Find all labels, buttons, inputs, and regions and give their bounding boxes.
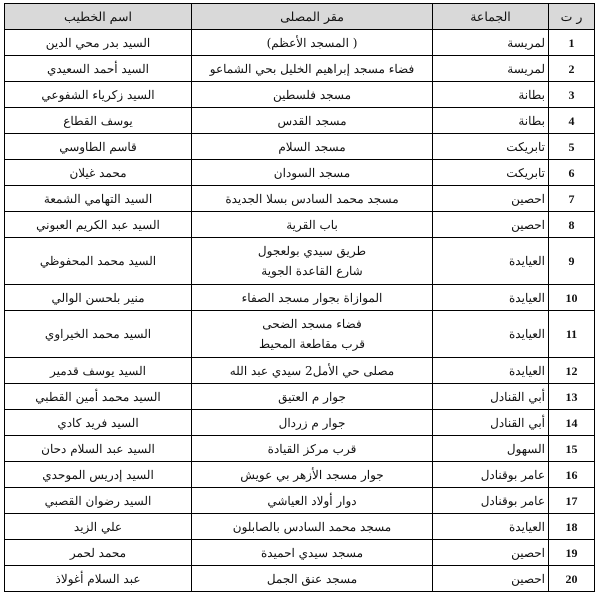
table-row (5, 514, 595, 540)
location-line: جوار م زردال (278, 415, 346, 430)
location-cell (192, 56, 433, 82)
row-number: 5 (549, 134, 595, 160)
speaker-cell: السيد يوسف قدمير (5, 358, 192, 384)
location-cell (192, 514, 433, 540)
location-cell (192, 160, 433, 186)
speaker-cell: السيد إدريس الموحدي (5, 462, 192, 488)
location-line: مصلى حي الأمل2 سيدي عبد الله (229, 363, 395, 378)
speaker-cell: السيد التهامي الشمعة (5, 186, 192, 212)
row-number: 18 (549, 514, 595, 540)
table-row (5, 384, 595, 410)
row-number: 13 (549, 384, 595, 410)
group-cell: بطانة (433, 82, 549, 108)
table-row (5, 82, 595, 108)
location-cell (192, 540, 433, 566)
location-line: شارع القاعدة الجوية (261, 264, 363, 278)
row-number: 14 (549, 410, 595, 436)
group-cell: عامر بوقنادل (433, 488, 549, 514)
header-location: مقر المصلى (192, 4, 433, 30)
header-number: ر ت (549, 4, 595, 30)
table-row (5, 186, 595, 212)
speaker-cell: منير بلحسن الوالي (5, 285, 192, 311)
table-row (5, 462, 595, 488)
location-line: جوار مسجد الأزهر بي عويش (240, 467, 384, 482)
location-line: فضاء مسجد إبراهيم الخليل بحي الشماعو (209, 61, 415, 76)
location-line: دوار أولاد العياشي (267, 493, 357, 508)
speaker-cell: السيد عبد الكريم العبوني (5, 212, 192, 238)
location-cell (192, 108, 433, 134)
location-line: باب القرية (286, 217, 338, 232)
location-line: قرب مركز القيادة (267, 441, 357, 456)
speaker-cell: عبد السلام أغولاذ (5, 566, 192, 592)
table-row (5, 108, 595, 134)
group-cell: العيايدة (433, 358, 549, 384)
location-line: مسجد السلام (278, 139, 346, 154)
location-cell (192, 410, 433, 436)
location-line: فضاء مسجد الضحى (262, 317, 362, 331)
group-cell: العيايدة (433, 285, 549, 311)
row-number: 3 (549, 82, 595, 108)
row-number: 8 (549, 212, 595, 238)
location-cell (192, 238, 433, 285)
header-speaker: اسم الخطيب (5, 4, 192, 30)
speaker-cell: محمد لحمر (5, 540, 192, 566)
table-row (5, 285, 595, 311)
speaker-cell: السيد زكرياء الشفوعي (5, 82, 192, 108)
table-row (5, 566, 595, 592)
header-group: الجماعة (433, 4, 549, 30)
location-cell (192, 436, 433, 462)
row-number: 4 (549, 108, 595, 134)
table-row (5, 311, 595, 358)
row-number: 2 (549, 56, 595, 82)
table-row (5, 212, 595, 238)
speaker-cell: السيد محمد المحفوظي (5, 238, 192, 285)
group-cell: تابريكت (433, 160, 549, 186)
speaker-cell: علي الزيد (5, 514, 192, 540)
location-line: مسجد محمد السادس بسلا الجديدة (225, 191, 399, 206)
prayer-venues-table (4, 3, 595, 592)
location-line: طريق سيدي بولعجول (257, 244, 367, 258)
group-cell: احصين (433, 540, 549, 566)
location-line: جوار م العتيق (278, 389, 346, 404)
row-number: 9 (549, 238, 595, 285)
location-cell (192, 134, 433, 160)
speaker-cell: قاسم الطاوسي (5, 134, 192, 160)
speaker-cell: السيد محمد الخيراوي (5, 311, 192, 358)
location-cell (192, 384, 433, 410)
row-number: 16 (549, 462, 595, 488)
location-cell (192, 462, 433, 488)
group-cell: تابريكت (433, 134, 549, 160)
row-number: 7 (549, 186, 595, 212)
location-line: مسجد فلسطين (272, 87, 351, 102)
location-cell (192, 30, 433, 56)
location-line: مسجد القدس (277, 113, 347, 128)
speaker-cell: السيد محمد أمين القطبي (5, 384, 192, 410)
group-cell: العيايدة (433, 238, 549, 285)
table-row (5, 540, 595, 566)
group-cell: احصين (433, 186, 549, 212)
row-number: 10 (549, 285, 595, 311)
table-row (5, 488, 595, 514)
speaker-cell: السيد فريد كادي (5, 410, 192, 436)
location-line: الموازاة بجوار مسجد الصفاء (241, 290, 383, 305)
row-number: 15 (549, 436, 595, 462)
group-cell: عامر بوقنادل (433, 462, 549, 488)
location-cell (192, 488, 433, 514)
speaker-cell: السيد بدر محي الدين (5, 30, 192, 56)
speaker-cell: محمد غيلان (5, 160, 192, 186)
table-row (5, 238, 595, 285)
group-cell: احصين (433, 212, 549, 238)
location-cell (192, 358, 433, 384)
location-cell (192, 566, 433, 592)
row-number: 11 (549, 311, 595, 358)
location-cell (192, 212, 433, 238)
table-header-row (5, 4, 595, 30)
row-number: 12 (549, 358, 595, 384)
location-cell (192, 82, 433, 108)
table-row (5, 56, 595, 82)
group-cell: أبي القنادل (433, 384, 549, 410)
group-cell: بطانة (433, 108, 549, 134)
location-line: مسجد سيدي احميدة (260, 545, 364, 560)
table-row (5, 134, 595, 160)
speaker-cell: السيد أحمد السعيدي (5, 56, 192, 82)
group-cell: لمريسة (433, 56, 549, 82)
location-cell (192, 186, 433, 212)
speaker-cell: يوسف القطاع (5, 108, 192, 134)
group-cell: لمريسة (433, 30, 549, 56)
table-row (5, 436, 595, 462)
table-row (5, 160, 595, 186)
table-body (5, 30, 595, 592)
row-number: 6 (549, 160, 595, 186)
location-line: قرب مقاطعة المحيط (259, 337, 365, 351)
location-cell (192, 311, 433, 358)
location-cell (192, 285, 433, 311)
table-row (5, 30, 595, 56)
table-row (5, 410, 595, 436)
location-line: ( المسجد الأعظم) (266, 35, 358, 50)
group-cell: العيايدة (433, 311, 549, 358)
row-number: 20 (549, 566, 595, 592)
location-line: مسجد محمد السادس بالصابلون (232, 519, 392, 534)
group-cell: السهول (433, 436, 549, 462)
speaker-cell: السيد رضوان القصبي (5, 488, 192, 514)
row-number: 19 (549, 540, 595, 566)
group-cell: أبي القنادل (433, 410, 549, 436)
location-line: مسجد السودان (273, 165, 351, 180)
row-number: 17 (549, 488, 595, 514)
group-cell: احصين (433, 566, 549, 592)
table-row (5, 358, 595, 384)
group-cell: العيايدة (433, 514, 549, 540)
speaker-cell: السيد عبد السلام دحان (5, 436, 192, 462)
location-line: مسجد عنق الجمل (266, 571, 358, 586)
row-number: 1 (549, 30, 595, 56)
